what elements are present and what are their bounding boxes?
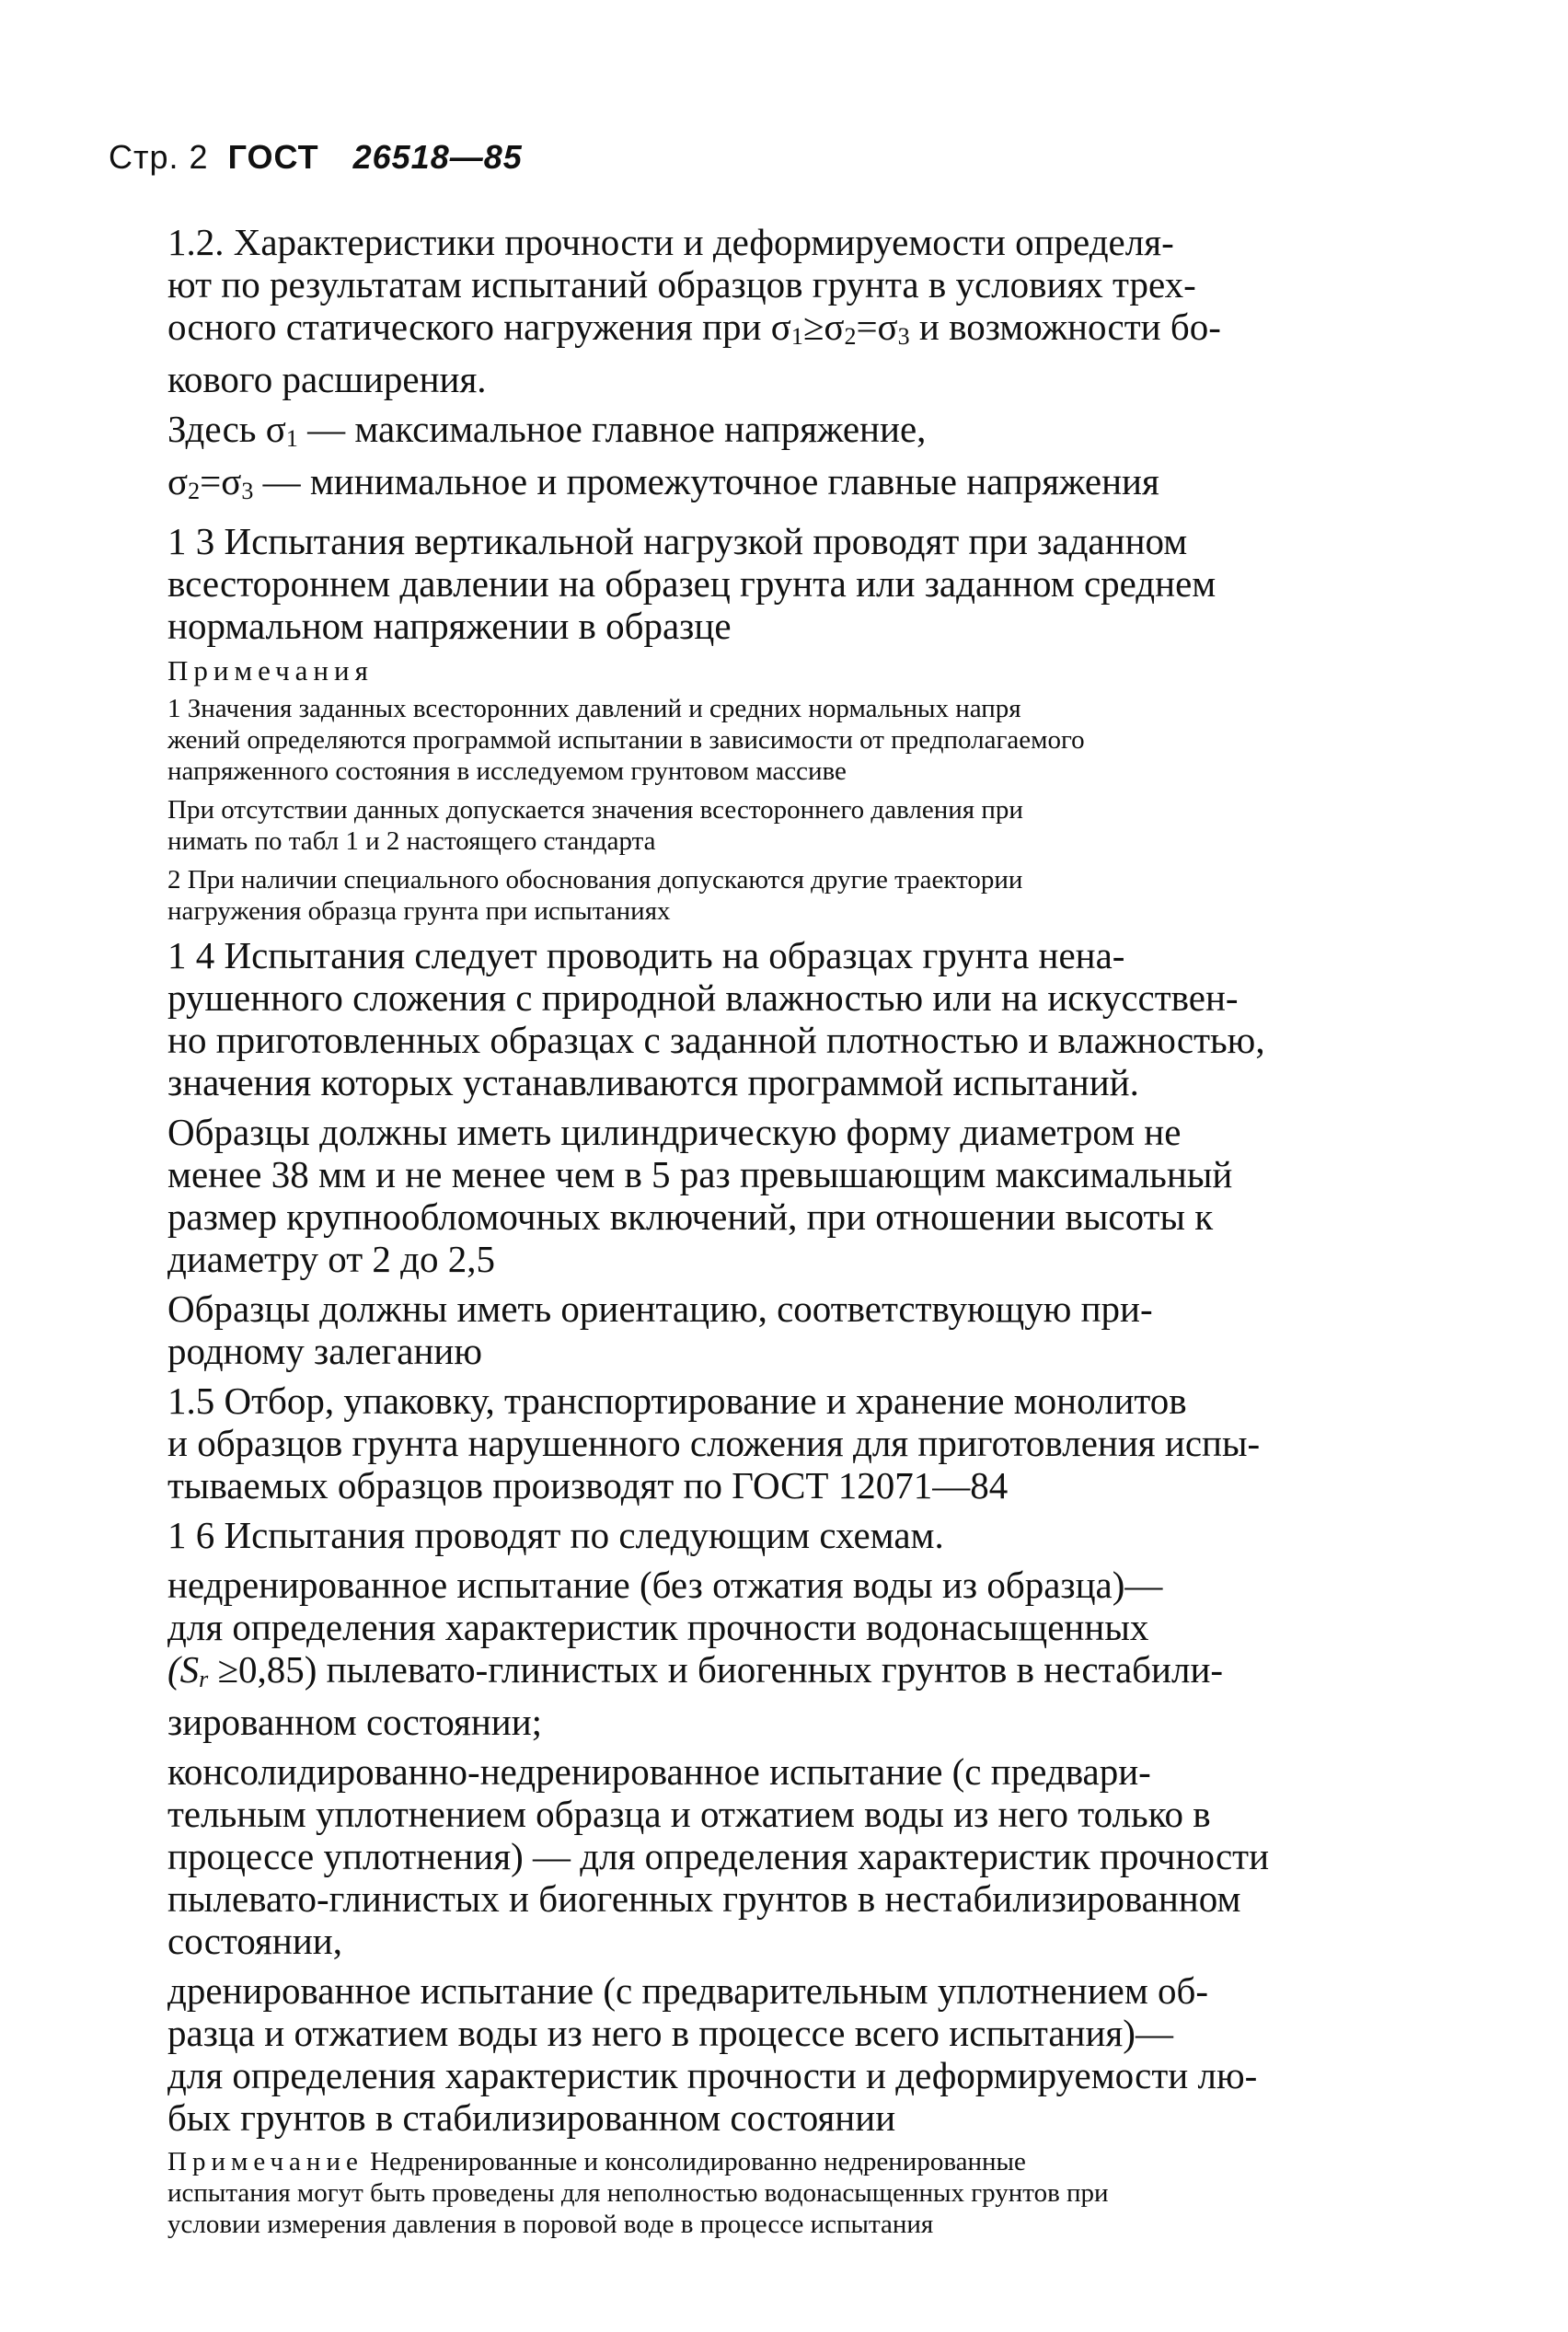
notes-title: Примечания [167, 654, 374, 687]
scheme-undrained [109, 1564, 1388, 1743]
text-line: размер крупнообломочных включений, при отношении высоты к [167, 1195, 1214, 1238]
definition-sigma2-sigma3: $\sigma_2=\sigma_3$ — минимальное и промежуточное главные напряжения [167, 460, 1159, 504]
text-line: зированном состоянии; [167, 1701, 543, 1743]
text-line: недренированное испытание (без отжатия воды из образца)— [167, 1564, 1163, 1606]
note-line: условии измерения давления в поровой воде в процессе испытания [167, 2210, 934, 2239]
section-1-4 [109, 934, 1388, 1103]
text-line: 1 3 Испытания вертикальной нагрузкой проводят при заданном [167, 520, 1188, 562]
note-line: нагружения образца грунта при испытаниях [167, 896, 671, 926]
page-number: Стр. 2 [109, 138, 209, 176]
note-line: Примечание Недренированные и консолидированно недренированные [167, 2147, 1026, 2176]
text-line: 1.5 Отбор, упаковку, транспортирование и хранение монолитов [167, 1380, 1187, 1422]
text-line: родному залеганию [167, 1330, 482, 1372]
text-line: разца и отжатием воды из него в процессе всего испытания)— [167, 2012, 1173, 2054]
page-header [109, 138, 523, 177]
text-line: ют по результатам испытаний образцов грунта в условиях трех- [167, 263, 1196, 306]
text-line: тываемых образцов производят по ГОСТ 12071—84 [167, 1464, 1009, 1507]
note-line: 1 Значения заданных всесторонних давлений и средних нормальных напря [167, 694, 1021, 723]
text-line: консолидированно-недренированное испытание (с предвари- [167, 1750, 1151, 1793]
text-line: для определения характеристик прочности и деформируемости лю- [167, 2054, 1258, 2096]
gost-number: 26518—85 [352, 138, 523, 176]
text-line: 1.2. Характеристики прочности и деформируемости определя- [167, 221, 1174, 263]
section-1-4-shape [109, 1111, 1388, 1280]
stress-definitions [109, 408, 1388, 513]
text-line: и образцов грунта нарушенного сложения для приготовления испы- [167, 1422, 1261, 1464]
note-1 [109, 693, 1388, 787]
definition-sigma1: Здесь $\sigma_1$ — максимальное главное напряжение, [167, 408, 927, 452]
text-line: всестороннем давлении на образец грунта или заданном среднем [167, 562, 1216, 605]
text-line: кового расширения. [167, 358, 487, 400]
text-line: Образцы должны иметь ориентацию, соответствующую при- [167, 1287, 1153, 1330]
text-line: пылевато-глинистых и биогенных грунтов в нестабилизированном [167, 1877, 1241, 1920]
section-1-4-orientation [109, 1287, 1388, 1372]
text-line: осного статического нагружения при $\sigma_1\ge\sigma_2=\sigma_3$ и возможности бо- [167, 306, 1221, 350]
text-line: нормальном напряжении в образце [167, 605, 732, 647]
section-1-2 [109, 221, 1388, 400]
note-1-continued [109, 794, 1388, 857]
text-line: 1 4 Испытания следует проводить на образцах грунта нена- [167, 934, 1125, 976]
note-line: жений определяются программой испытании в зависимости от предполагаемого [167, 725, 1085, 755]
note-line: напряженного состояния в исследуемом грунтовом массиве [167, 756, 847, 786]
section-1-3 [109, 520, 1388, 647]
note-label: Примечание [167, 2147, 363, 2176]
note-2 [109, 864, 1388, 927]
text-line: бых грунтов в стабилизированном состоянии [167, 2096, 896, 2139]
note-line: 2 При наличии специального обоснования допускаются другие траектории [167, 865, 1023, 895]
note-line: При отсутствии данных допускается значения всестороннего давления при [167, 795, 1023, 825]
final-note [109, 2146, 1388, 2240]
text-line: для определения характеристик прочности водонасыщенных [167, 1606, 1149, 1648]
text-line: диаметру от 2 до 2,5 [167, 1238, 496, 1280]
note-line: нимать по табл 1 и 2 настоящего стандарта [167, 826, 656, 856]
text-line: Образцы должны иметь цилиндрическую форму диаметром не [167, 1111, 1182, 1153]
document-body [109, 221, 1388, 2247]
text-line: но приготовленных образцах с заданной плотностью и влажностью, [167, 1019, 1265, 1061]
scheme-consolidated-undrained [109, 1750, 1388, 1962]
text-line: $(S_r \ge 0,85)$ пылевато-глинистых и биогенных грунтов в нестабили- [167, 1648, 1224, 1692]
text-line: дренированное испытание (с предварительным уплотнением об- [167, 1969, 1209, 2012]
text-line: тельным уплотнением образца и отжатием воды из него только в [167, 1793, 1211, 1835]
text-line: процессе уплотнения) — для определения характеристик прочности [167, 1835, 1270, 1877]
scheme-drained [109, 1969, 1388, 2139]
text-line: состоянии, [167, 1920, 342, 1962]
text-line: рушенного сложения с природной влажностью или на искусствен- [167, 976, 1239, 1019]
text-line: менее 38 мм и не менее чем в 5 раз превышающим максимальный [167, 1153, 1233, 1195]
gost-label: ГОСТ [227, 138, 319, 176]
text-line: значения которых устанавливаются программой испытаний. [167, 1061, 1139, 1103]
text-line: 1 6 Испытания проводят по следующим схемам. [167, 1514, 944, 1556]
section-1-6 [109, 1514, 1388, 1556]
note-line: испытания могут быть проведены для неполностью водонасыщенных грунтов при [167, 2178, 1109, 2208]
section-1-5 [109, 1380, 1388, 1507]
